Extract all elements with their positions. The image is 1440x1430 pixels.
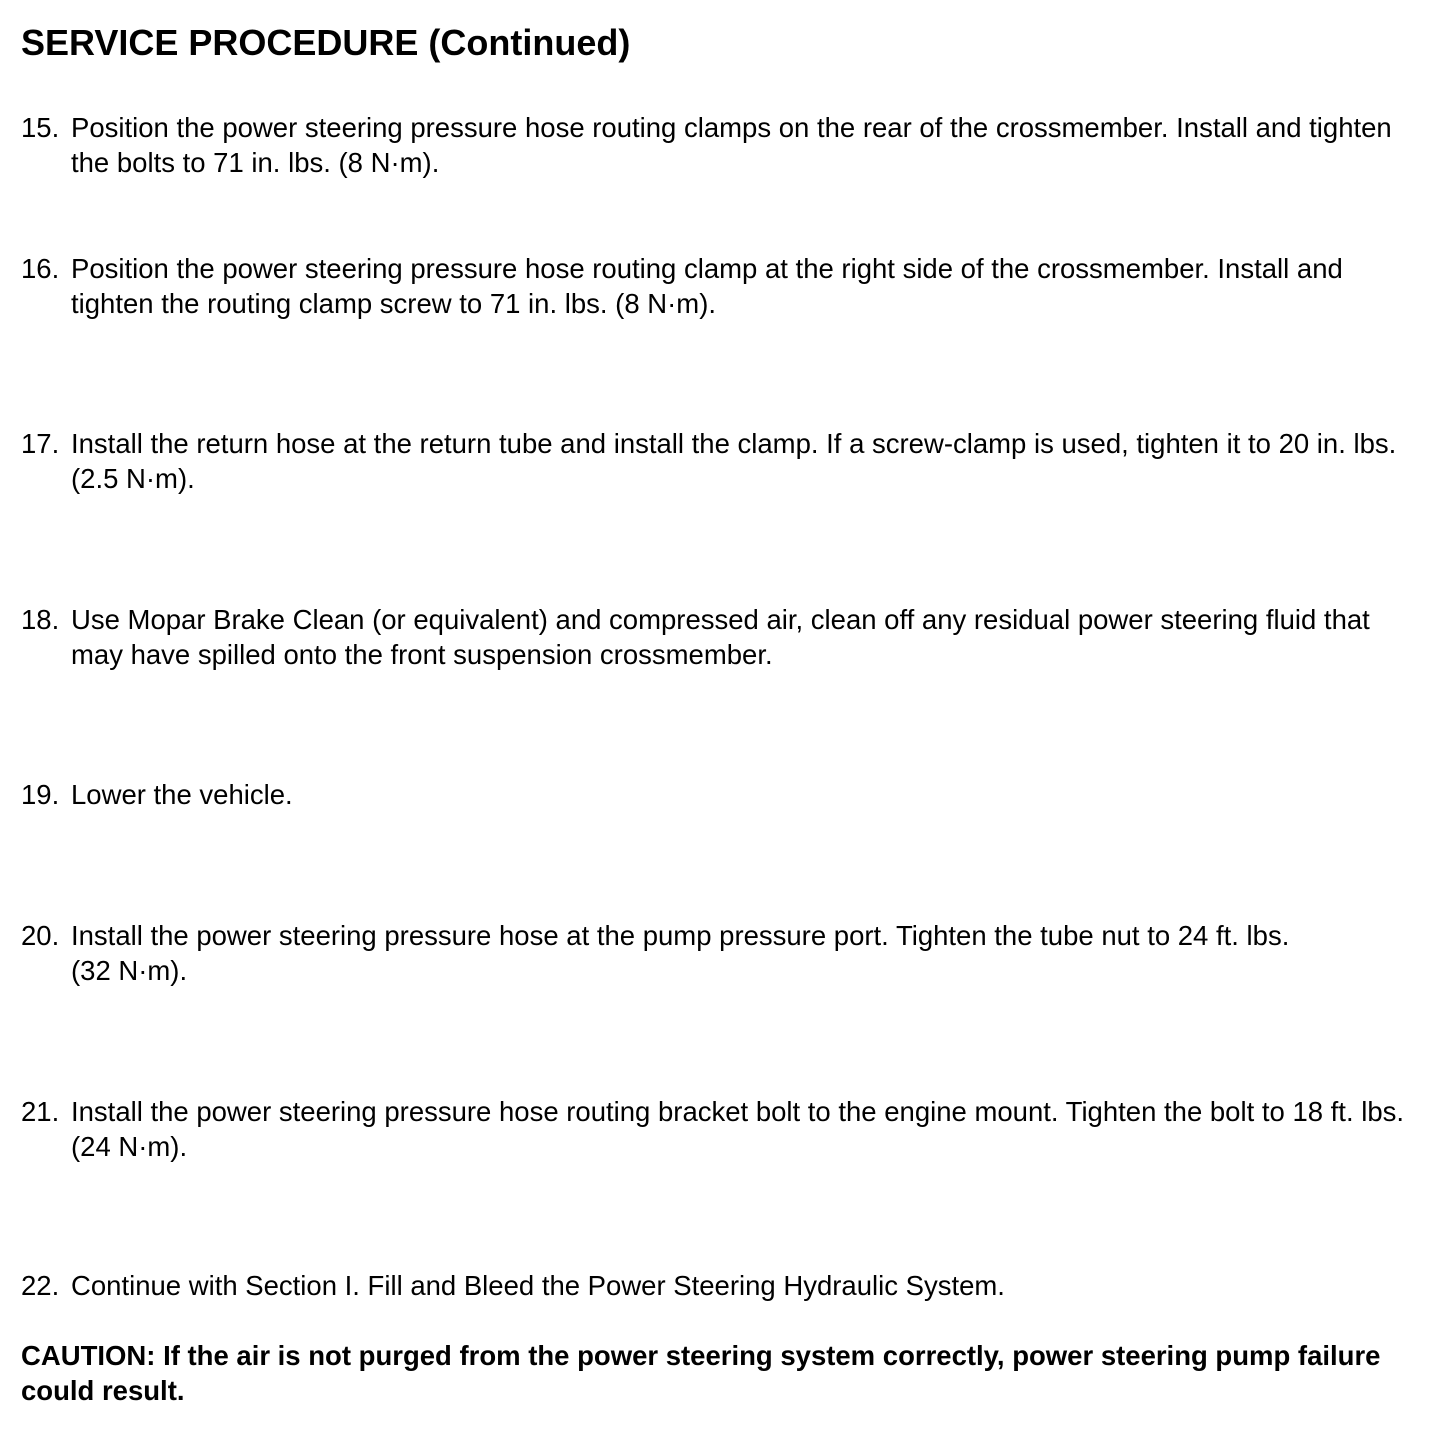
step-number: 19. (21, 779, 60, 810)
step-15 (21, 110, 1426, 180)
step-16 (21, 251, 1426, 321)
step-17 (21, 426, 1426, 496)
step-18 (21, 602, 1426, 672)
step-number: 21. (21, 1096, 60, 1127)
step-text: Install the return hose at the return tube and install the clamp. If a screw-clamp is used, tighten it to 20 in. lbs. (2.5 N·m). (71, 428, 1397, 494)
step-text: Position the power steering pressure hose routing clamp at the right side of the crossmember. Install and tighten the routing clamp screw to 71 in. lbs. (8 N·m). (71, 253, 1343, 319)
step-number: 18. (21, 604, 60, 635)
step-text: Lower the vehicle. (71, 779, 293, 810)
step-19 (21, 777, 1426, 812)
step-number: 15. (21, 112, 60, 143)
step-number: 22. (21, 1270, 60, 1301)
step-number: 17. (21, 428, 60, 459)
step-21 (21, 1094, 1426, 1164)
page-title: SERVICE PROCEDURE (Continued) (21, 22, 631, 63)
step-text: Install the power steering pressure hose routing bracket bolt to the engine mount. Tighten the bolt to 18 ft. lbs. (24 N·m). (71, 1096, 1405, 1162)
step-text: Install the power steering pressure hose at the pump pressure port. Tighten the tube nut to 24 ft. lbs. (32 N·m). (71, 920, 1290, 986)
step-text: Position the power steering pressure hose routing clamps on the rear of the crossmember. Install and tighten the bolts to 71 in. lbs. (8 N·m). (71, 112, 1392, 178)
caution-note: CAUTION: If the air is not purged from the power steering system correctly, power steering pump failure could result. (21, 1340, 1381, 1406)
step-number: 20. (21, 920, 60, 951)
step-text: Continue with Section I. Fill and Bleed the Power Steering Hydraulic System. (71, 1270, 1005, 1301)
step-number: 16. (21, 253, 60, 284)
step-22 (21, 1268, 1426, 1303)
step-20 (21, 918, 1426, 988)
step-text: Use Mopar Brake Clean (or equivalent) and compressed air, clean off any residual power steering fluid that may have spilled onto the front suspension crossmember. (71, 604, 1370, 670)
